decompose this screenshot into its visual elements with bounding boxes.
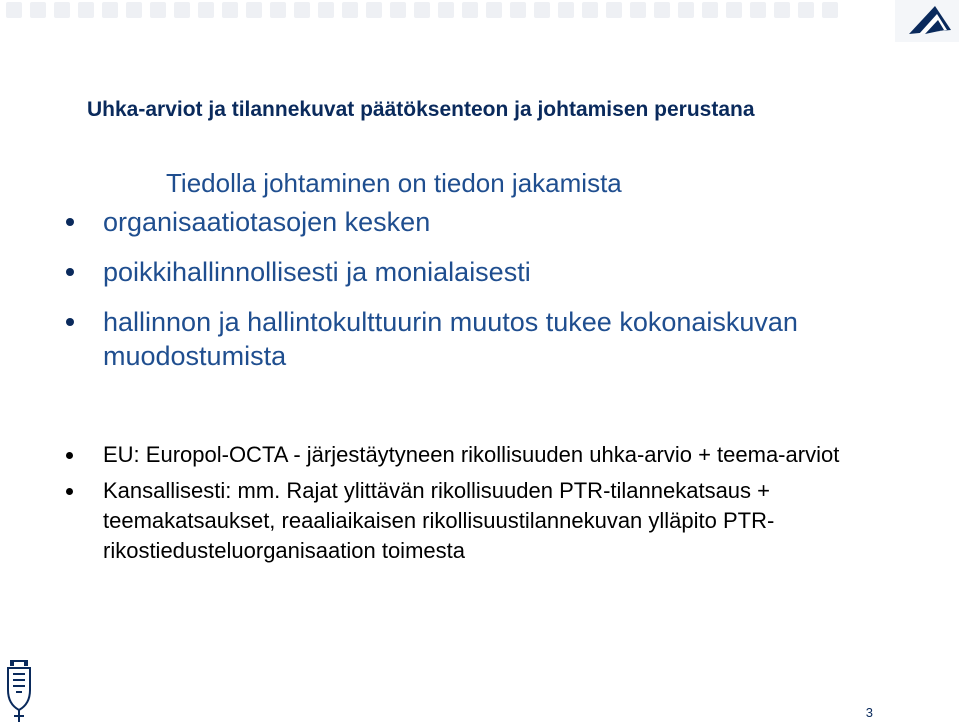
bullet-icon bbox=[66, 218, 74, 226]
bullet-text: organisaatiotasojen kesken bbox=[103, 207, 431, 237]
blue-bullet-list bbox=[60, 205, 920, 373]
list-item bbox=[60, 440, 873, 470]
page-number: 3 bbox=[865, 705, 873, 720]
list-item bbox=[60, 305, 803, 373]
bullet-icon bbox=[66, 318, 74, 326]
black-content-block bbox=[60, 440, 920, 572]
bullet-text: EU: Europol-OCTA - järjestäytyneen rikollisuuden uhka-arvio + teema-arviot bbox=[103, 442, 840, 467]
bullet-text: Kansallisesti: mm. Rajat ylittävän rikollisuuden PTR-tilannekatsaus + teemakatsaukset, reaaliaikaisen rikollisuustilannekuvan ylläpito PTR-rikostiedusteluorganisaation toimesta bbox=[103, 478, 775, 563]
slide-title: Uhka-arviot ja tilannekuvat päätöksenteon ja johtamisen perustana bbox=[87, 98, 755, 121]
subheading: Tiedolla johtaminen on tiedon jakamista bbox=[166, 168, 622, 198]
bullet-icon bbox=[66, 452, 73, 459]
bullet-text: poikkihallinnollisesti ja monialaisesti bbox=[103, 257, 531, 287]
list-item bbox=[60, 255, 920, 289]
list-item bbox=[60, 476, 903, 566]
blue-content-block bbox=[60, 168, 920, 389]
list-item bbox=[60, 205, 920, 239]
top-decorative-band bbox=[0, 0, 895, 26]
bullet-icon bbox=[66, 488, 73, 495]
black-bullet-list bbox=[60, 440, 920, 566]
dark-triangle-logo-icon bbox=[895, 0, 959, 42]
police-emblem-icon bbox=[4, 656, 34, 724]
bullet-icon bbox=[66, 268, 74, 276]
bullet-text: hallinnon ja hallintokulttuurin muutos tukee kokonaiskuvan muodostumista bbox=[103, 307, 798, 371]
